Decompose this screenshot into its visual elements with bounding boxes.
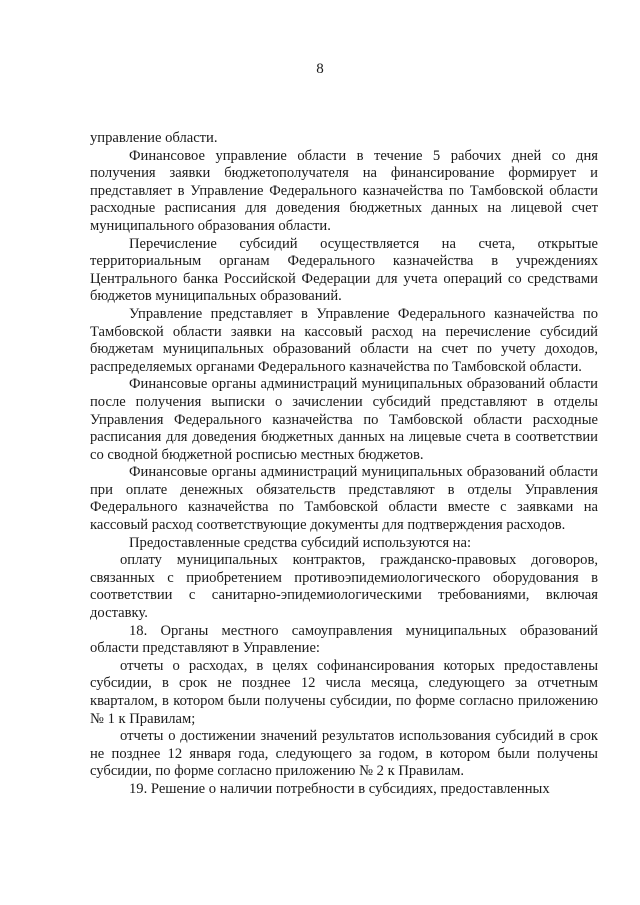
paragraph: отчеты о достижении значений результатов использования субсидий в срок не позднее 12 января года, следующего за годом, в котором были получены субсидии, по форме согласно приложению № 2 к Правилам. — [90, 728, 598, 780]
document-body — [90, 130, 598, 799]
paragraph: оплату муниципальных контрактов, гражданско-правовых договоров, связанных с приобретением противоэпидемиологического оборудования в соответствии с санитарно-эпидемиологическими требованиями, включая доставку. — [90, 552, 598, 622]
paragraph: Предоставленные средства субсидий используются на: — [129, 534, 472, 551]
paragraph: 19. Решение о наличии потребности в субсидиях, предоставленных — [129, 780, 550, 797]
page-number: 8 — [316, 61, 324, 77]
paragraph: отчеты о расходах, в целях софинансирования которых предоставлены субсидии, в срок не позднее 12 числа месяца, следующего за отчетным кварталом, в котором были получены субсидии, по форме согласно приложению № 1 к Правилам; — [90, 657, 598, 727]
paragraph: управление области. — [90, 130, 218, 146]
paragraph: Финансовые органы администраций муниципальных образований области при оплате денежных обязательств представляют в отделы Управления Федерального казначейства по Тамбовской области вместе с заявками на кассовый расход соответствующие документы для подтверждения расходов. — [90, 464, 598, 534]
paragraph: 18. Органы местного самоуправления муниципальных образований области представляют в Управление: — [90, 622, 598, 657]
paragraph: Перечисление субсидий осуществляется на счета, открытые территориальным органам Федерального казначейства в учреждениях Центрального банка Российской Федерации для учета операций со средствами бюджетов муниципальных образований. — [90, 235, 598, 305]
paragraph: Управление представляет в Управление Федерального казначейства по Тамбовской области заявки на кассовый расход на перечисление субсидий бюджетам муниципальных образований области на счет по учету доходов, распределяемых органами Федерального казначейства по Тамбовской области. — [90, 305, 598, 375]
paragraph: Финансовые органы администраций муниципальных образований области после получения выписки о зачислении субсидий представляют в отделы Управления Федерального казначейства по Тамбовской области расходные расписания для доведения бюджетных данных на лицевые счета в соответствии со сводной бюджетной росписью местных бюджетов. — [90, 376, 598, 463]
paragraph: Финансовое управление области в течение 5 рабочих дней со дня получения заявки бюджетополучателя на финансирование формирует и представляет в Управление Федерального казначейства по Тамбовской области расходные расписания для доведения бюджетных данных на лицевой счет муниципального образования области. — [90, 147, 598, 234]
